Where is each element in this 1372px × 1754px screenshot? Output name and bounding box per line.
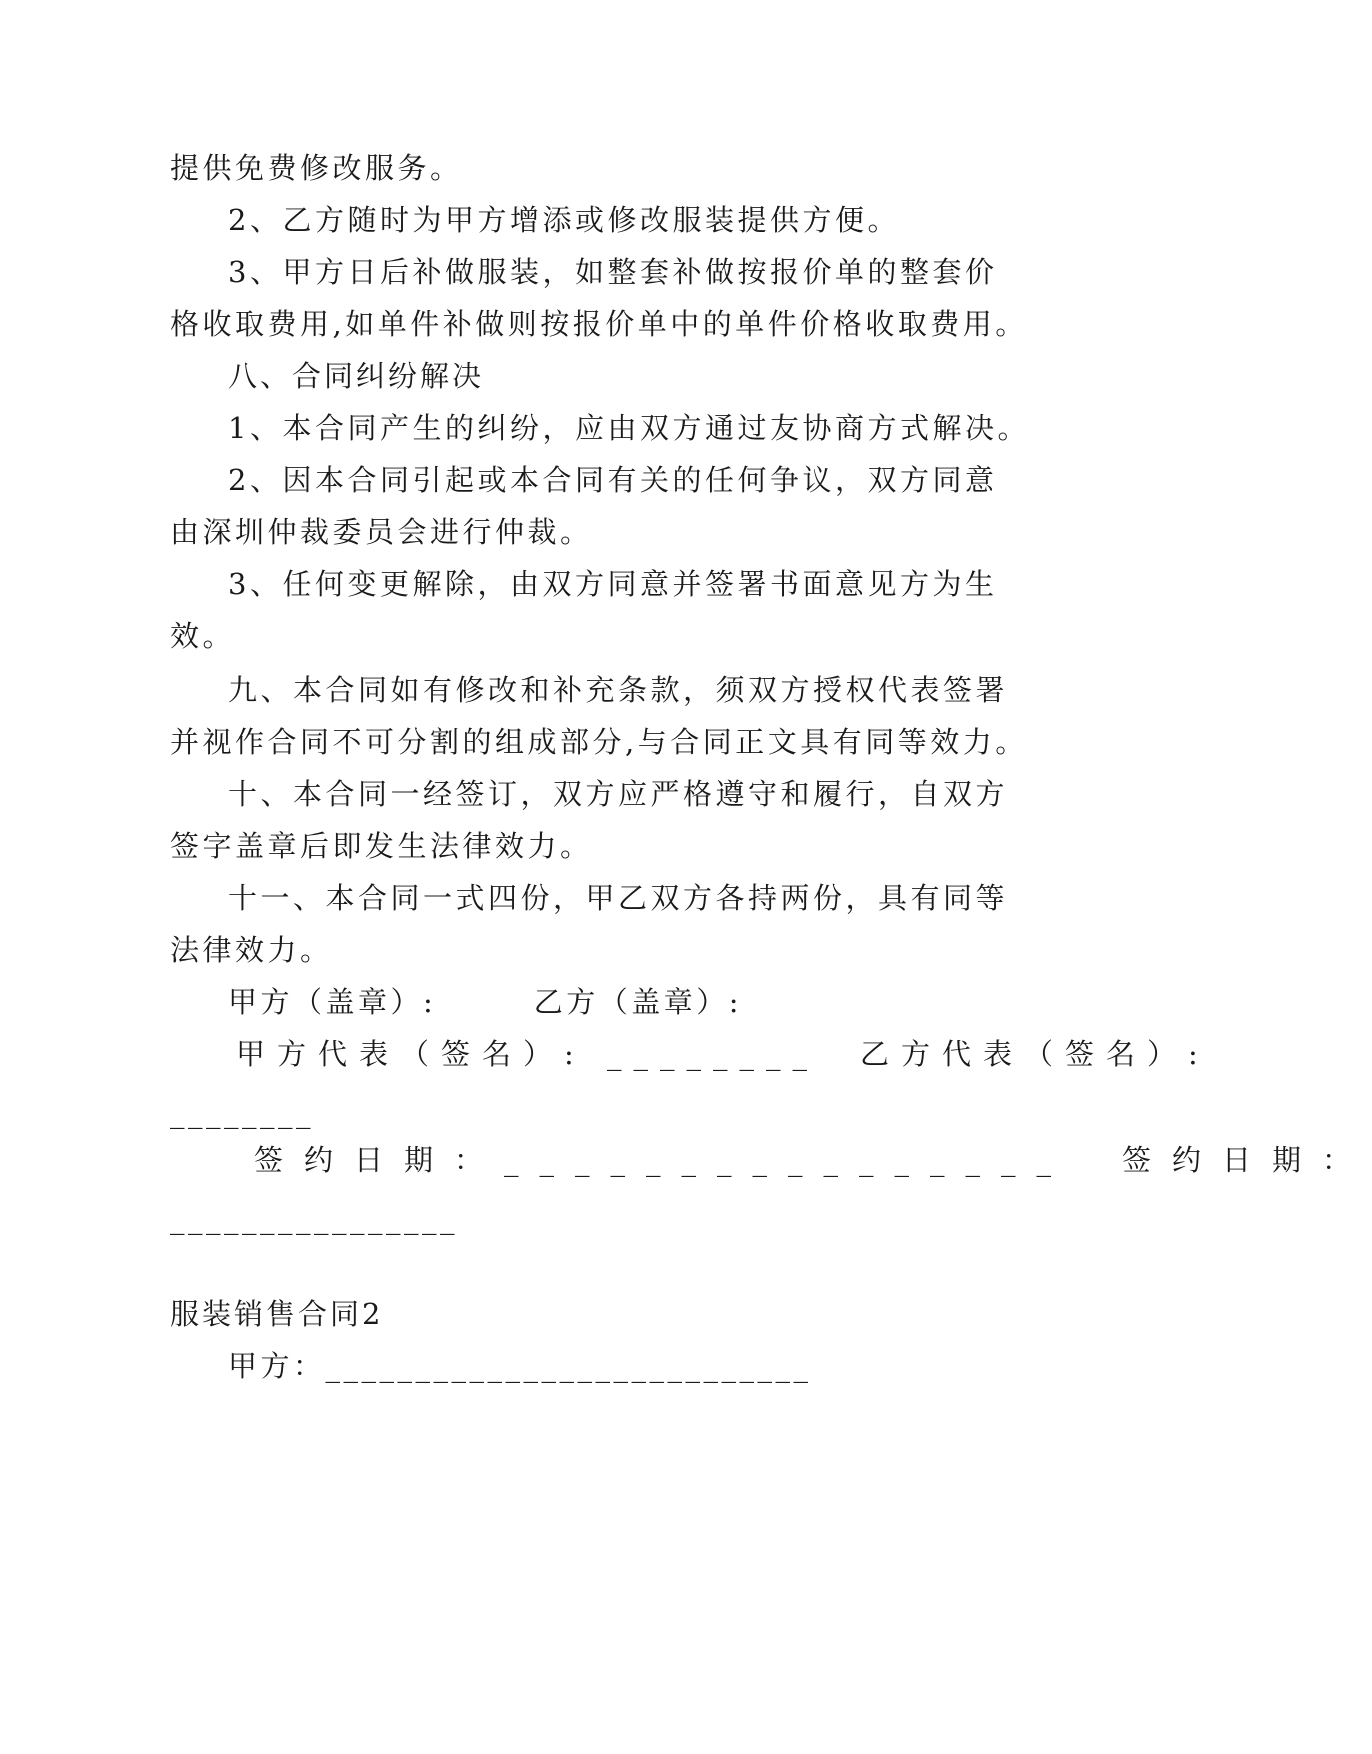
text-line: 3、任何变更解除，由双方同意并签署书面意见方为生 [228,567,998,601]
text-line: 十、本合同一经签订，双方应严格遵守和履行，自双方 [228,777,1009,811]
text-line: 签字盖章后即发生法律效力。 [170,829,593,863]
signing-date-blank: ________________ [170,1201,458,1235]
contract-title: 服装销售合同2 [170,1297,384,1331]
signature-blank: ________ [170,1095,314,1129]
text-line: 九、本合同如有修改和补充条款，须双方授权代表签署 [228,673,1009,707]
text-line: 3、甲方日后补做服装，如整套补做按报价单的整套价 [228,255,998,289]
signing-date-line: 签约日期：________________ 签约日期： [254,1143,1372,1177]
text-line: 格收取费用,如单件补做则按报价单中的单件价格收取费用。 [170,307,1028,341]
text-line: 由深圳仲裁委员会进行仲裁。 [170,515,593,549]
text-line: 法律效力。 [170,933,333,967]
party-a-line: 甲方：___________________________ [228,1349,812,1383]
section-heading: 八、合同纠纷解决 [228,359,485,393]
text-line: 效。 [170,619,236,653]
text-line: 十一、本合同一式四份，甲乙双方各持两份，具有同等 [228,881,1009,915]
text-line: 并视作合同不可分割的组成部分,与合同正文具有同等效力。 [170,725,1028,759]
text-line: 2、因本合同引起或本合同有关的任何争议，双方同意 [228,463,998,497]
text-line: 提供免费修改服务。 [170,151,463,185]
seal-line: 甲方（盖章）: 乙方（盖章）: [228,985,743,1019]
signature-line: 甲方代表（签名）: ________ 乙方代表（签名）: [236,1037,1210,1071]
text-line: 1、本合同产生的纠纷，应由双方通过友协商方式解决。 [228,411,1030,445]
text-line: 2、乙方随时为甲方增添或修改服装提供方便。 [228,203,900,237]
